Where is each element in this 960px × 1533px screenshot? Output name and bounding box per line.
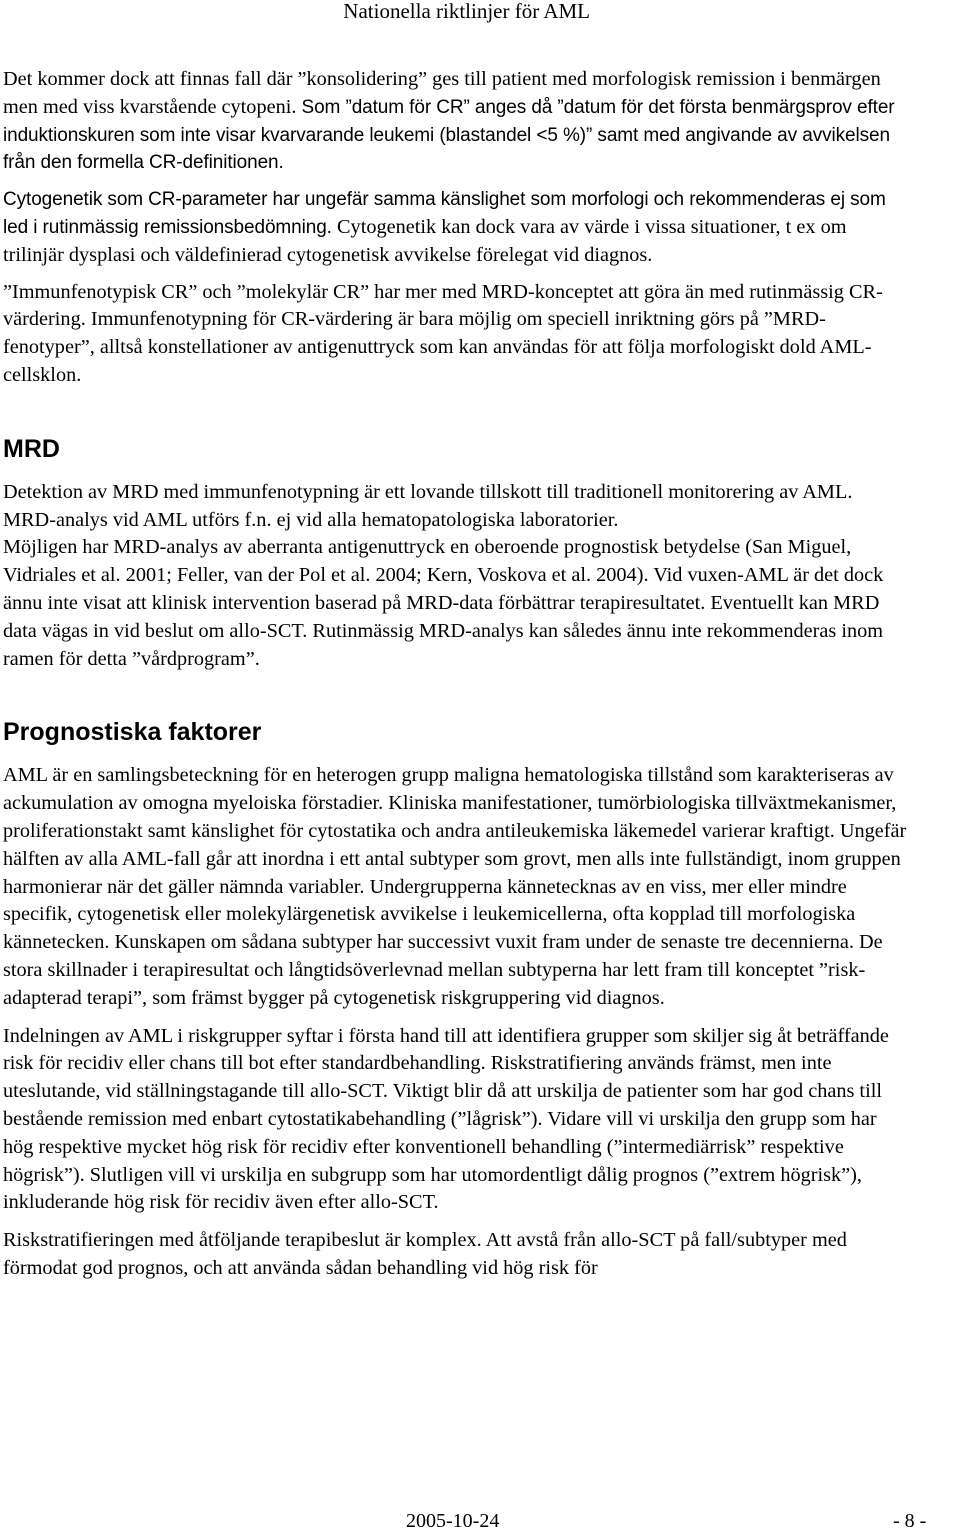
paragraph-aml-heterogeneity: AML är en samlingsbeteckning för en heterogen grupp maligna hematologiska tillstånd som karakteriseras av ackumulation av omogna myeloiska förstadier. Kliniska manifestationer, tumörbiologiska tillväxtmekanismer, proliferationstakt samt känslighet för cytostatika och andra antileukemiska läkemedel varierar kraftigt. Ungefär hälften av alla AML-fall går att inordna i ett antal subtyper som grovt, men alls inte fullständigt, inom gruppen harmonierar när det gäller nämnda variabler. Undergrupperna kännetecknas av en viss, mer eller mindre specifik, cytogenetisk eller molekylärgenetisk avvikelse i leukemicellerna, ofta kopplad till morfologiska kännetecken. Kunskapen om sådana subtyper har successivt vuxit fram under de senaste tre decennierna. De stora skillnader i terapiresultat och långtidsöverlevnad mellan subtyperna har lett fram till konceptet ”risk-adapterad terapi”, som främst bygger på cytogenetisk riskgruppering vid diagnos. (3, 764, 907, 1009)
paragraph-immunophenotypic-cr: ”Immunfenotypisk CR” och ”molekylär CR” har mer med MRD-konceptet att göra än med rutinmässig CR-värdering. Immunfenotypning för CR-värdering är bara möjlig om speciell inriktning görs på ”MRD-fenotyper”, alltså konstellationer av antigenuttryck som kan användas för att följa morfologiskt dold AML-cellsklon. (3, 280, 883, 386)
footer-date: 2005-10-24 (406, 1510, 500, 1532)
text-segment: Det kommer dock att finnas fall där ”konsolidering” ges till patient med morfologisk remission i benmärgen men med viss kvarstående cytopeni. (3, 68, 881, 118)
text-segment-sans: Som ”datum för CR” anges då ”datum för det första benmärgsprov efter induktionskuren som inte visar kvarvarande leukemi (blastandel <5 %)” samt med angivande av avvikelsen från den formella CR-definitionen. (3, 96, 895, 174)
paragraph-mrd-detection: Detektion av MRD med immunfenotypning är ett lovande tillskott till traditionell monitorering av AML. MRD-analys vid AML utförs f.n. ej vid alla hematopatologiska laboratorier. (3, 480, 853, 531)
document-body (3, 66, 908, 1283)
section-heading-mrd: MRD (3, 434, 60, 463)
paragraph-risk-groups: Indelningen av AML i riskgrupper syftar i första hand till att identifiera grupper som skiljer sig åt beträffande risk för recidiv eller chans till bot efter standardbehandling. Riskstratifiering används främst, men inte uteslutande, vid ställningstagande till allo-SCT. Viktigt blir då att urskilja de patienter som har god chans till bestående remission med enbart cytostatikabehandling (”lågrisk”). Vidare vill vi urskilja den grupp som har hög respektive mycket hög risk för recidiv efter konventionell behandling (”intermediärrisk” respektive högrisk”). Slutligen vill vi urskilja en subgrupp som har utomordentligt dålig prognos (”extrem högrisk”), inkluderande hög risk för recidiv även efter allo-SCT. (3, 1024, 889, 1214)
paragraph-risk-stratification: Riskstratifieringen med åtföljande terapibeslut är komplex. Att avstå från allo-SCT på fall/subtyper med förmodat god prognos, och att använda sådan behandling vid hög risk för (3, 1229, 847, 1279)
text-segment: Cytogenetik kan dock vara av värde i vissa situationer, t ex om trilinjär dysplasi och väldefinierad cytogenetisk avvikelse förelegat vid diagnos. (3, 215, 847, 266)
paragraph-cytogenetics (3, 186, 908, 269)
paragraph-cr-consolidation (3, 66, 908, 177)
section-heading-prognostic-factors: Prognostiska faktorer (3, 718, 262, 747)
text-segment-sans: Cytogenetik som CR-parameter har ungefär samma känslighet som morfologi och rekommenderas ej som led i rutinmässig remissionsbedömning. (3, 189, 886, 238)
running-header: Nationella riktlinjer för AML (343, 0, 590, 23)
paragraph-mrd-prognostic: Möjligen har MRD-analys av aberranta antigenuttryck en oberoende prognostisk betydelse (San Miguel, Vidriales et al. 2001; Feller, van der Pol et al. 2004; Kern, Voskova et al. 2004). Vid vuxen-AML är det dock ännu inte visat att klinisk intervention baserad på MRD-data förbättrar terapiresultatet. Eventuellt kan MRD data vägas in vid beslut om allo-SCT. Rutinmässig MRD-analys kan således ännu inte rekommenderas inom ramen för detta ”vårdprogram”. (3, 536, 884, 670)
page-number: - 8 - (893, 1510, 927, 1532)
